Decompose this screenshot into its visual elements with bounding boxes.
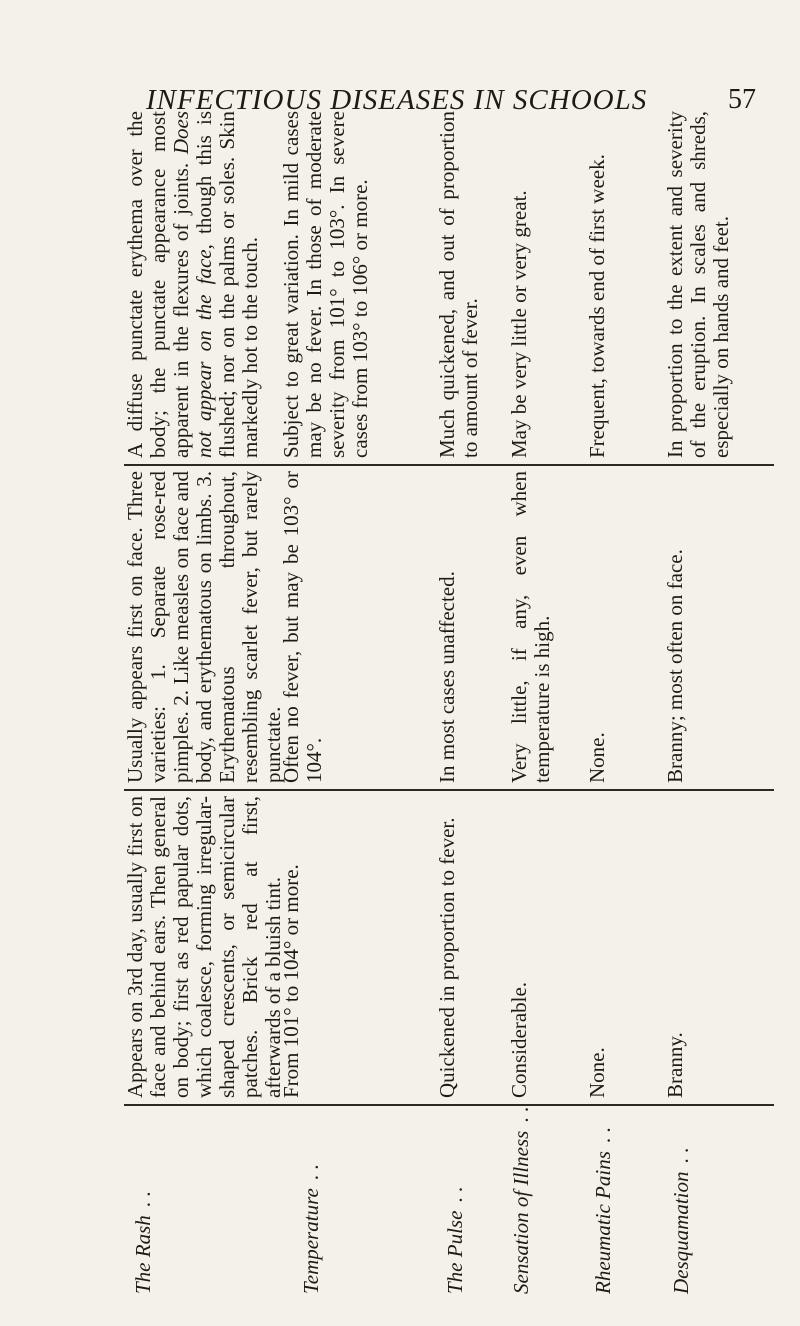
measles-rash: Appears on 3rd day, usually first on face and behind ears. Then general on body; first as red papular dots, which coalesce, forming irregular-shaped crescents, or semicircular patches. Brick red at first, afterwards of a bluish tint. xyxy=(123,796,285,1098)
measles-column xyxy=(124,792,774,1102)
german-measles-sensation: Very little, if any, even when temperature is high. xyxy=(507,471,554,783)
running-title: INFECTIOUS DISEASES IN SCHOOLS xyxy=(146,84,648,116)
measles-rheumatic: None. xyxy=(585,1047,609,1098)
column-rule xyxy=(124,789,774,791)
measles-temperature: From 101° to 104° or more. xyxy=(279,864,303,1098)
label-rheumatic: Rheumatic Pains. . xyxy=(591,1127,615,1294)
scarlet-fever-column xyxy=(124,107,774,462)
scarlet-fever-desquamation: In proportion to the extent and severity of the eruption. In scales and shreds, especially on hands and feet. xyxy=(663,111,733,458)
label-desquamation: Desquamation. . xyxy=(669,1147,693,1294)
row-label-column xyxy=(124,1107,774,1302)
german-measles-pulse: In most cases unaffected. xyxy=(435,571,459,783)
measles-desquamation: Branny. xyxy=(663,1032,687,1098)
scarlet-fever-rheumatic: Frequent, towards end of first week. xyxy=(585,154,609,458)
german-measles-column xyxy=(124,467,774,787)
label-sensation: Sensation of Illness. . xyxy=(509,1106,533,1294)
scarlet-fever-temperature: Subject to great variation. In mild cases may be no fever. In those of moderate severity from 101° to 103°. In severe cases from 103° to 106° or more. xyxy=(279,111,372,458)
column-rule xyxy=(124,464,774,466)
scarlet-fever-rash: A diffuse punctate erythema over the body; the punctate appearance most apparent in the flexures of joints. Does not appear on the face, though this is flushed; nor on the palms or soles. Skin markedly hot to the touch. xyxy=(123,111,262,458)
label-rash: The Rash. . xyxy=(131,1191,155,1294)
measles-pulse: Quickened in proportion to fever. xyxy=(435,817,459,1098)
german-measles-temperature: Often no fever, but may be 103° or 104°. xyxy=(279,471,326,783)
measles-sensation: Considerable. xyxy=(507,981,531,1098)
label-pulse: The Pulse. . xyxy=(443,1186,467,1294)
column-rule xyxy=(124,1104,774,1106)
scarlet-fever-pulse: Much quickened, and out of proportion to amount of fever. xyxy=(435,111,482,458)
scarlet-fever-sensation: May be very little or very great. xyxy=(507,190,531,458)
german-measles-rheumatic: None. xyxy=(585,732,609,783)
comparison-table xyxy=(124,102,774,1302)
label-temperature: Temperature. . xyxy=(299,1164,323,1294)
page-number: 57 xyxy=(728,84,756,115)
german-measles-rash: Usually appears first on face. Three varieties: 1. Separate rose-red pimples. 2. Like measles on face and body, and erythematous on limbs. 3. Erythematous throughout, resembling scarlet fever, but rarely punctate. xyxy=(123,471,285,783)
german-measles-desquamation: Branny; most often on face. xyxy=(663,549,687,783)
